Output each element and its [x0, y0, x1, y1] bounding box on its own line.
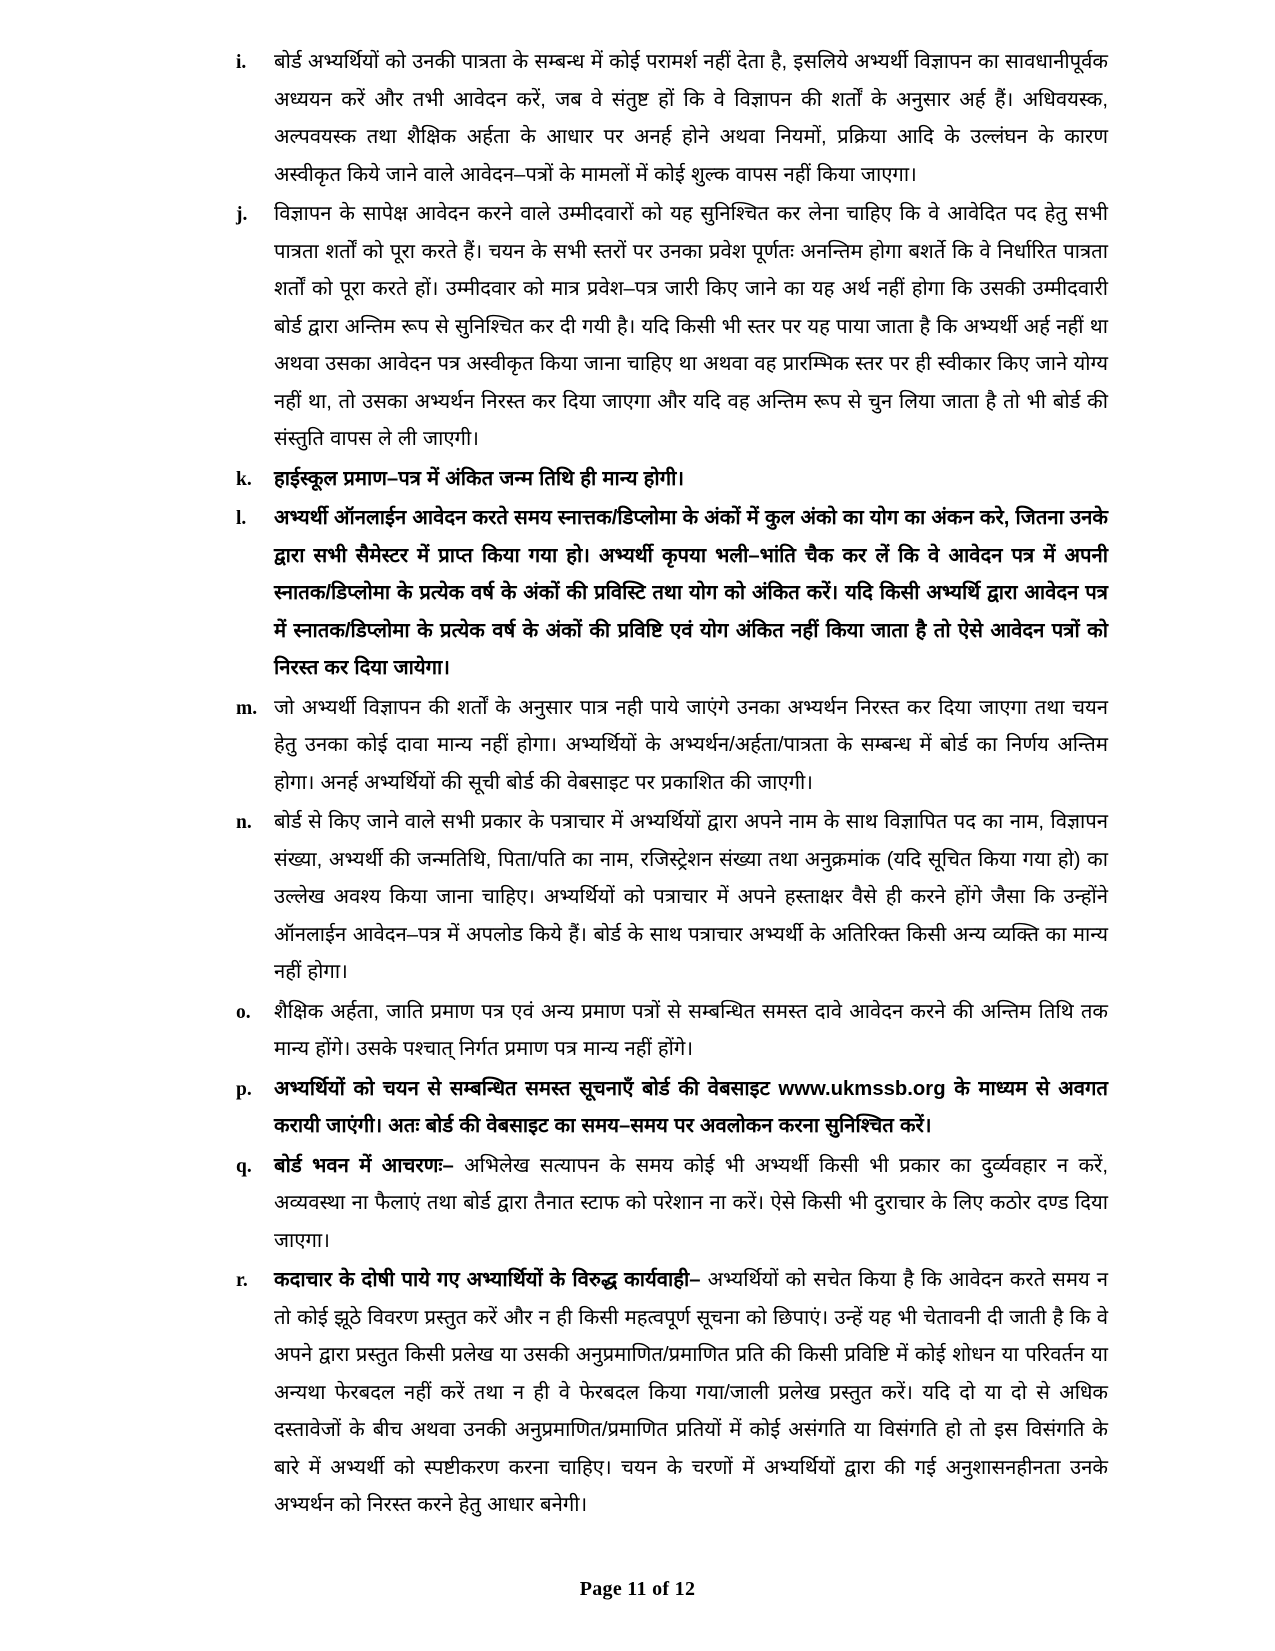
list-item: [228, 1148, 1108, 1261]
list-item-text: जो अभ्यर्थी विज्ञापन की शर्तों के अनुसार पात्र नही पाये जाएंगे उनका अभ्यर्थन निरस्त कर दिया जाएगा तथा चयन हेतु उनका कोई दावा मान्य नहीं होगा। अभ्यर्थियों के अभ्यर्थन/अर्हता/पात्रता के सम्बन्ध में बोर्ड का निर्णय अन्तिम होगा। अनर्ह अभ्यर्थियों की सूची बोर्ड की वेबसाइट पर प्रकाशित की जाएगी।: [274, 696, 1108, 794]
list-item-body: अभिलेख सत्यापन के समय कोई भी अभ्यर्थी किसी भी प्रकार का दुर्व्यवहार न करें, अव्यवस्था ना फैलाएं तथा बोर्ड द्वारा तैनात स्टाफ को परेशान ना करें। ऐसे किसी भी दुराचार के लिए कठोर दण्ड दिया जाएगा।: [274, 1154, 1108, 1252]
list-item-text: [274, 1262, 1108, 1525]
list-item-text: हाईस्कूल प्रमाण–पत्र में अंकित जन्म तिथि ही मान्य होगी।: [274, 467, 685, 490]
list-item-lead: बोर्ड भवन में आचरणः–: [274, 1154, 465, 1177]
list-item: [228, 1071, 1108, 1146]
list-item: [228, 196, 1108, 459]
list-item-marker: j.: [236, 204, 248, 225]
list-item-text: शैक्षिक अर्हता, जाति प्रमाण पत्र एवं अन्य प्रमाण पत्रों से सम्बन्धित समस्त दावे आवेदन करने की अन्तिम तिथि तक मान्य होंगे। उसके पश्चात् निर्गत प्रमाण पत्र मान्य नहीं होंगे।: [274, 1000, 1108, 1060]
list-item-marker: p.: [236, 1078, 252, 1100]
list-item: [228, 500, 1108, 688]
list-item-text: [274, 1148, 1108, 1261]
list-item-marker: i.: [236, 52, 247, 73]
list-item-marker: l.: [236, 508, 247, 529]
page-footer: Page 11 of 12: [579, 1578, 696, 1600]
list-item-marker: o.: [236, 1001, 251, 1023]
list-item: [228, 690, 1108, 803]
list-item-marker: m.: [236, 697, 258, 719]
list-item: [228, 994, 1108, 1069]
list-item-marker: q.: [236, 1155, 252, 1177]
instructions-list: [228, 44, 1108, 1527]
list-item-lead: कदाचार के दोषी पाये गए अभ्यार्थियों के विरुद्ध कार्यवाही–: [274, 1269, 708, 1291]
board-website-url: www.ukmssb.org: [778, 1077, 946, 1100]
list-item: [228, 1262, 1108, 1525]
list-item: [228, 461, 1108, 499]
list-item-body: अभ्यर्थियों को सचेत किया है कि आवेदन करते समय न तो कोई झूठे विवरण प्रस्तुत करें और न ही किसी महत्वपूर्ण सूचना को छिपाएं। उन्हें यह भी चेतावनी दी जाती है कि वे अपने द्वारा प्रस्तुत किसी प्रलेख या उसकी अनुप्रमाणित/प्रमाणित प्रति की किसी प्रविष्टि में कोई शोधन या परिवर्तन या अन्यथा फेरबदल नहीं करें तथा न ही वे फेरबदल किया गया/जाली प्रलेख प्रस्तुत करें। यदि दो या दो से अधिक दस्तावेजों के बीच अथवा उनकी अनुप्रमाणित/प्रमाणित प्रतियों में कोई असंगति या विसंगति हो तो इस विसंगति के बारे में अभ्यर्थी को स्पष्टीकरण करना चाहिए। चयन के चरणों में अभ्यर्थियों द्वारा की गई अनुशासनहीनता उनके अभ्यर्थन को निरस्त करने हेतु आधार बनेगी।: [274, 1269, 1108, 1516]
list-item-marker: n.: [236, 812, 252, 833]
text-after-url: के माध्यम से अवगत करायी जाएंगी। अतः बोर्ड की वेबसाइट का समय–समय पर अवलोकन करना सुनिश्चित करें।: [274, 1077, 1108, 1137]
list-item: [228, 804, 1108, 992]
list-item-marker: r.: [236, 1270, 248, 1291]
list-item: [228, 44, 1108, 194]
list-item-text: बोर्ड से किए जाने वाले सभी प्रकार के पत्राचार में अभ्यर्थियों द्वारा अपने नाम के साथ विज्ञापित पद का नाम, विज्ञापन संख्या, अभ्यर्थी की जन्मतिथि, पिता/पति का नाम, रजिस्ट्रेशन संख्या तथा अनुक्रमांक (यदि सूचित किया गया हो) का उल्लेख अवश्य किया जाना चाहिए। अभ्यर्थियों को पत्राचार में अपने हस्ताक्षर वैसे ही करने होंगे जैसा कि उन्होंने ऑनलाईन आवेदन–पत्र में अपलोड किये हैं। बोर्ड के साथ पत्राचार अभ्यर्थी के अतिरिक्त किसी अन्य व्यक्ति का मान्य नहीं होगा।: [274, 811, 1108, 983]
list-item-text: विज्ञापन के सापेक्ष आवेदन करने वाले उम्मीदवारों को यह सुनिश्चित कर लेना चाहिए कि वे आवेदित पद हेतु सभी पात्रता शर्तों को पूरा करते हैं। चयन के सभी स्तरों पर उनका प्रवेश पूर्णतः अनन्तिम होगा बशर्ते कि वे निर्धारित पात्रता शर्तों को पूरा करते हों। उम्मीदवार को मात्र प्रवेश–पत्र जारी किए जाने का यह अर्थ नहीं होगा कि उसकी उम्मीदवारी बोर्ड द्वारा अन्तिम रूप से सुनिश्चित कर दी गयी है। यदि किसी भी स्तर पर यह पाया जाता है कि अभ्यर्थी अर्ह नहीं था अथवा उसका आवेदन पत्र अस्वीकृत किया जाना चाहिए था अथवा वह प्रारम्भिक स्तर पर ही स्वीकार किए जाने योग्य नहीं था, तो उसका अभ्यर्थन निरस्त कर दिया जाएगा और यदि वह अन्तिम रूप से चुन लिया जाता है तो भी बोर्ड की संस्तुति वापस ले ली जाएगी।: [274, 203, 1108, 450]
list-item-text: [274, 1071, 1108, 1146]
text-before-url: अभ्यर्थियों को चयन से सम्बन्धित समस्त सूचनाएँ बोर्ड की वेबसाइट: [274, 1077, 779, 1100]
list-item-text: बोर्ड अभ्यर्थियों को उनकी पात्रता के सम्बन्ध में कोई परामर्श नहीं देता है, इसलिये अभ्यर्थी विज्ञापन का सावधानीपूर्वक अध्ययन करें और तभी आवेदन करें, जब वे संतुष्ट हों कि वे विज्ञापन की शर्तों के अनुसार अर्ह हैं। अधिवयस्क, अल्पवयस्क तथा शैक्षिक अर्हता के आधार पर अनर्ह होने अथवा नियमों, प्रक्रिया आदि के उल्लंघन के कारण अस्वीकृत किये जाने वाले आवेदन–पत्रों के मामलों में कोई शुल्क वापस नहीं किया जाएगा।: [274, 51, 1108, 186]
list-item-marker: k.: [236, 468, 252, 490]
list-item-text: अभ्यर्थी ऑनलाईन आवेदन करते समय स्नात्तक/डिप्लोमा के अंकों में कुल अंको का योग का अंकन करे, जितना उनके द्वारा सभी सैमेस्टर में प्राप्त किया गया हो। अभ्यर्थी कृपया भली–भांति चैक कर लें कि वे आवेदन पत्र में अपनी स्नातक/डिप्लोमा के प्रत्येक वर्ष के अंकों की प्रविस्टि तथा योग को अंकित करें। यदि किसी अभ्यर्थि द्वारा आवेदन पत्र में स्नातक/डिप्लोमा के प्रत्येक वर्ष के अंकों की प्रविष्टि एवं योग अंकित नहीं किया जाता है तो ऐसे आवेदन पत्रों को निरस्त कर दिया जायेगा।: [274, 507, 1108, 679]
